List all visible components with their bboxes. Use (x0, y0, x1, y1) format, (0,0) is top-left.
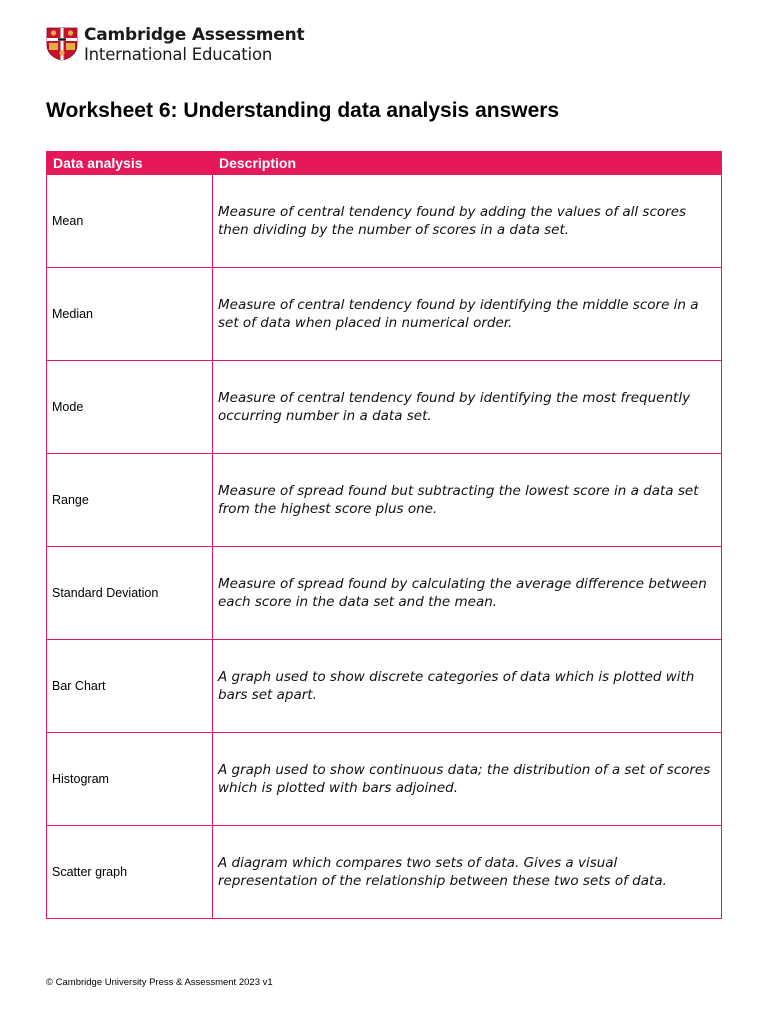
term-cell: Mode (47, 361, 213, 454)
description-cell: Measure of spread found by calculating the average difference between each score in the data set and the mean. (213, 547, 722, 640)
description-cell: A graph used to show continuous data; the distribution of a set of scores which is plotted with bars adjoined. (213, 733, 722, 826)
description-cell: A diagram which compares two sets of data. Gives a visual representation of the relationship between these two sets of data. (213, 826, 722, 919)
description-cell: Measure of central tendency found by adding the values of all scores then dividing by the number of scores in a data set. (213, 175, 722, 268)
description-cell: A graph used to show discrete categories of data which is plotted with bars set apart. (213, 640, 722, 733)
copyright-footer: © Cambridge University Press & Assessment 2023 v1 (46, 977, 273, 988)
column-header-description: Description (213, 152, 722, 175)
table-row (47, 826, 722, 919)
data-analysis-table (46, 151, 722, 919)
column-header-data-analysis: Data analysis (47, 152, 213, 175)
description-cell: Measure of central tendency found by identifying the middle score in a set of data when placed in numerical order. (213, 268, 722, 361)
term-cell: Median (47, 268, 213, 361)
logo-org-subtitle: International Education (84, 45, 273, 64)
table-row (47, 733, 722, 826)
term-cell: Standard Deviation (47, 547, 213, 640)
term-cell: Scatter graph (47, 826, 213, 919)
term-cell: Bar Chart (47, 640, 213, 733)
term-cell: Histogram (47, 733, 213, 826)
table-row (47, 454, 722, 547)
table-row (47, 547, 722, 640)
page-title: Worksheet 6: Understanding data analysis answers (46, 99, 560, 122)
table-header-row (47, 152, 722, 175)
table-row (47, 268, 722, 361)
table-row (47, 640, 722, 733)
description-cell: Measure of spread found but subtracting the lowest score in a data set from the highest score plus one. (213, 454, 722, 547)
logo-org-name: Cambridge Assessment (84, 25, 305, 45)
table-row (47, 361, 722, 454)
table-row (47, 175, 722, 268)
cambridge-logo (46, 26, 304, 64)
term-cell: Mean (47, 175, 213, 268)
university-crest-icon (46, 27, 78, 61)
term-cell: Range (47, 454, 213, 547)
description-cell: Measure of central tendency found by identifying the most frequently occurring number in a data set. (213, 361, 722, 454)
